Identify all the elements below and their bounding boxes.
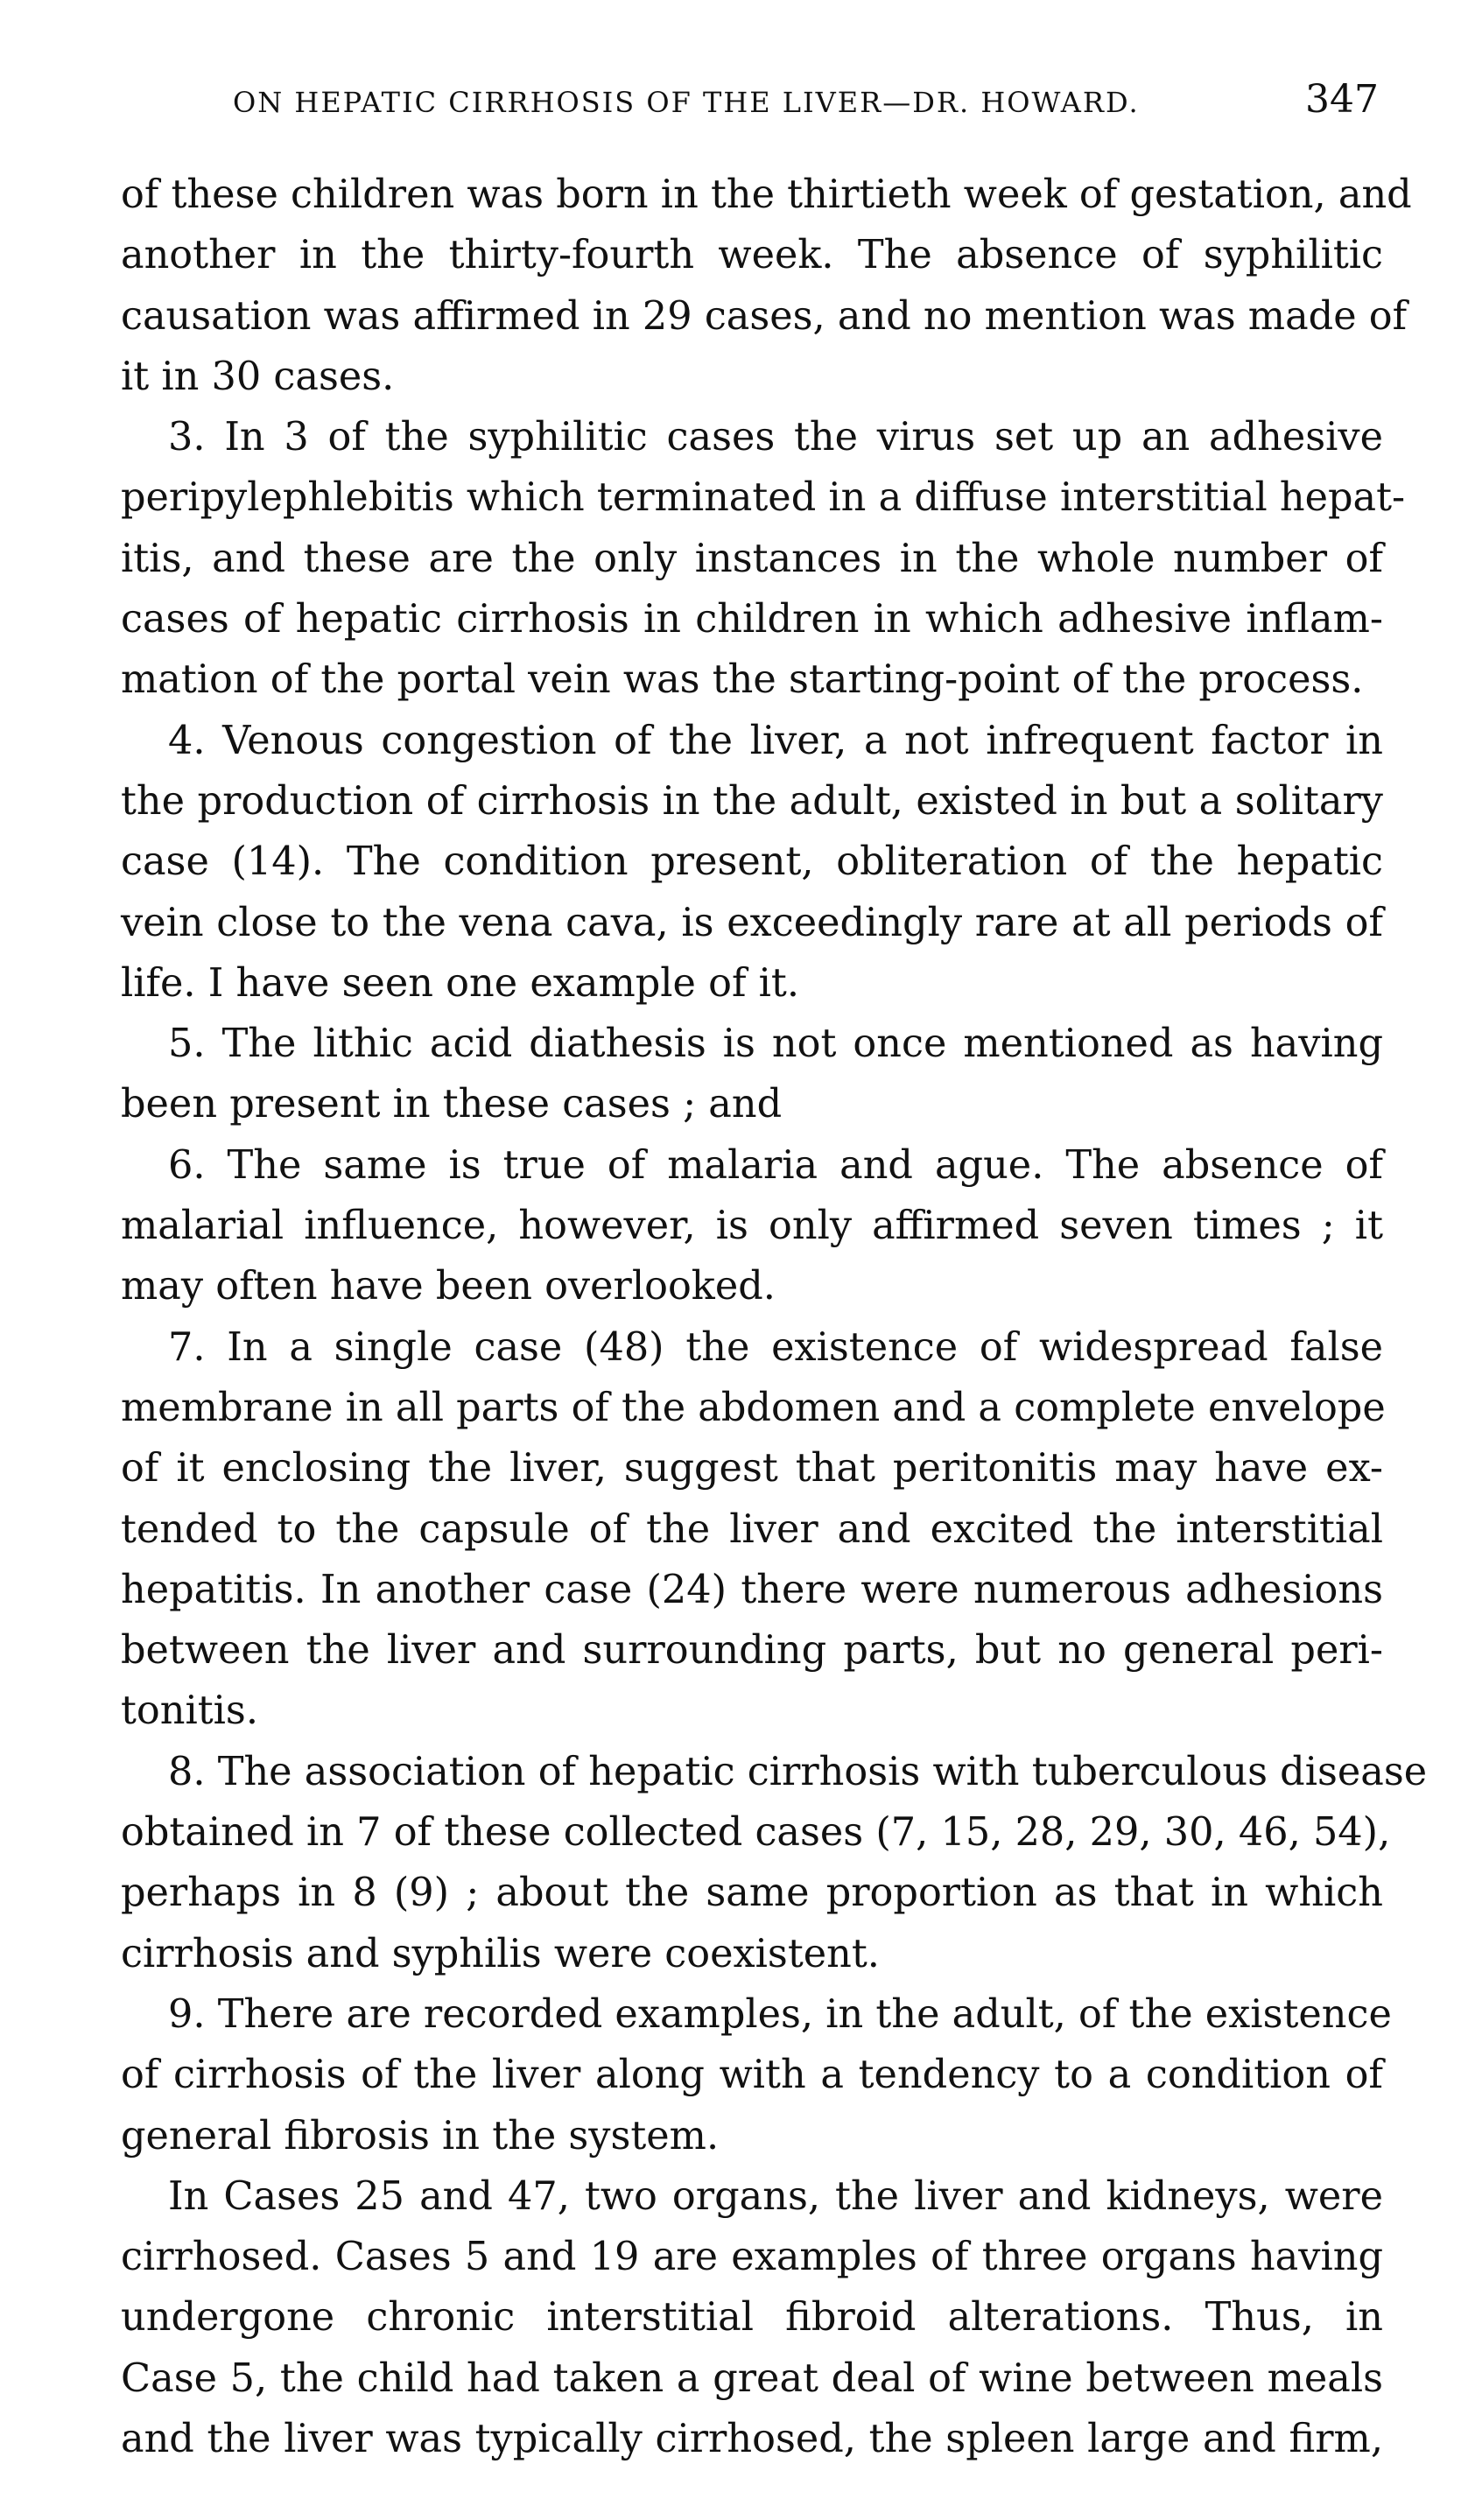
- text-line: undergone chronic interstitial fibroid alterations. Thus, in: [121, 2294, 1383, 2341]
- text-line: tended to the capsule of the liver and excited the interstitial: [121, 1506, 1383, 1552]
- paragraph-item-3: [121, 407, 1406, 710]
- text-line: 9. There are recorded examples, in the adult, of the existence: [168, 1990, 1392, 2037]
- text-line: hepatitis. In another case (24) there were numerous adhesions: [121, 1566, 1383, 1612]
- text-line: 3. In 3 of the syphilitic cases the virus set up an adhesive: [168, 414, 1383, 460]
- text-line: of it enclosing the liver, suggest that peritonitis may have ex-: [121, 1445, 1383, 1492]
- text-line: 6. The same is true of malaria and ague. The absence of: [168, 1141, 1383, 1188]
- text-line: another in the thirty-fourth week. The absence of syphilitic: [121, 232, 1383, 278]
- text-line: cirrhosis and syphilis were coexistent.: [121, 1930, 880, 1976]
- text-line: cirrhosed. Cases 5 and 19 are examples of three organs having: [121, 2234, 1383, 2280]
- paragraph-item-8: [121, 1742, 1428, 1984]
- body-text: [121, 165, 1428, 2469]
- text-line: itis, and these are the only instances in the whole number of: [121, 535, 1383, 581]
- paragraph-cases: [121, 2166, 1383, 2469]
- paragraph-item-4: [121, 711, 1383, 1014]
- text-line: between the liver and surrounding parts, but no general peri-: [121, 1627, 1383, 1674]
- text-line: general fibrosis in the system.: [121, 2112, 720, 2158]
- text-line: of these children was born in the thirtieth week of gestation, and: [121, 172, 1412, 217]
- paragraph-continuation: [121, 165, 1412, 407]
- text-line: tonitis.: [121, 1688, 258, 1734]
- text-line: mation of the portal vein was the starting-point of the process.: [121, 656, 1364, 703]
- text-line: causation was affirmed in 29 cases, and no mention was made of: [121, 292, 1408, 339]
- text-line: the production of cirrhosis in the adult, existed in but a solitary: [121, 777, 1383, 824]
- text-line: vein close to the vena cava, is exceedingly rare at all periods of: [121, 899, 1383, 945]
- text-line: Case 5, the child had taken a great deal of wine between meals: [121, 2355, 1383, 2401]
- text-line: of cirrhosis of the liver along with a tendency to a condition of: [121, 2052, 1383, 2098]
- text-line: membrane in all parts of the abdomen and a complete envelope: [121, 1384, 1386, 1430]
- paragraph-item-7: [121, 1317, 1386, 1742]
- text-line: perhaps in 8 (9) ; about the same proportion as that in which: [121, 1870, 1383, 1916]
- page-header: [123, 77, 1379, 147]
- text-line: 7. In a single case (48) the existence of widespread false: [168, 1323, 1383, 1370]
- text-line: obtained in 7 of these collected cases (7, 15, 28, 29, 30, 46, 54),: [121, 1809, 1391, 1856]
- text-line: 8. The association of hepatic cirrhosis with tuberculous disease: [168, 1748, 1428, 1794]
- paragraph-item-9: [121, 1984, 1392, 2166]
- text-line: case (14). The condition present, obliteration of the hepatic: [121, 839, 1383, 885]
- text-line: 4. Venous congestion of the liver, a not infrequent factor in: [168, 717, 1383, 763]
- text-line: been present in these cases ; and: [121, 1081, 783, 1127]
- paragraph-item-5: [121, 1014, 1383, 1135]
- text-line: peripylephlebitis which terminated in a diffuse interstitial hepat-: [121, 474, 1406, 521]
- text-line: may often have been overlooked.: [121, 1263, 776, 1309]
- text-line: In Cases 25 and 47, two organs, the liver and kidneys, were: [168, 2173, 1383, 2219]
- text-line: and the liver was typically cirrhosed, the spleen large and firm,: [121, 2415, 1383, 2461]
- text-line: cases of hepatic cirrhosis in children in which adhesive inflam-: [121, 596, 1383, 642]
- text-line: 5. The lithic acid diathesis is not once mentioned as having: [168, 1021, 1383, 1067]
- running-head: ON HEPATIC CIRRHOSIS OF THE LIVER—DR. HOWARD.: [233, 86, 1140, 119]
- text-line: malarial influence, however, is only affirmed seven times ; it: [121, 1203, 1383, 1249]
- text-line: life. I have seen one example of it.: [121, 959, 799, 1006]
- page-number: 347: [1305, 77, 1379, 122]
- text-line: it in 30 cases.: [121, 353, 395, 399]
- paragraph-item-6: [121, 1135, 1383, 1317]
